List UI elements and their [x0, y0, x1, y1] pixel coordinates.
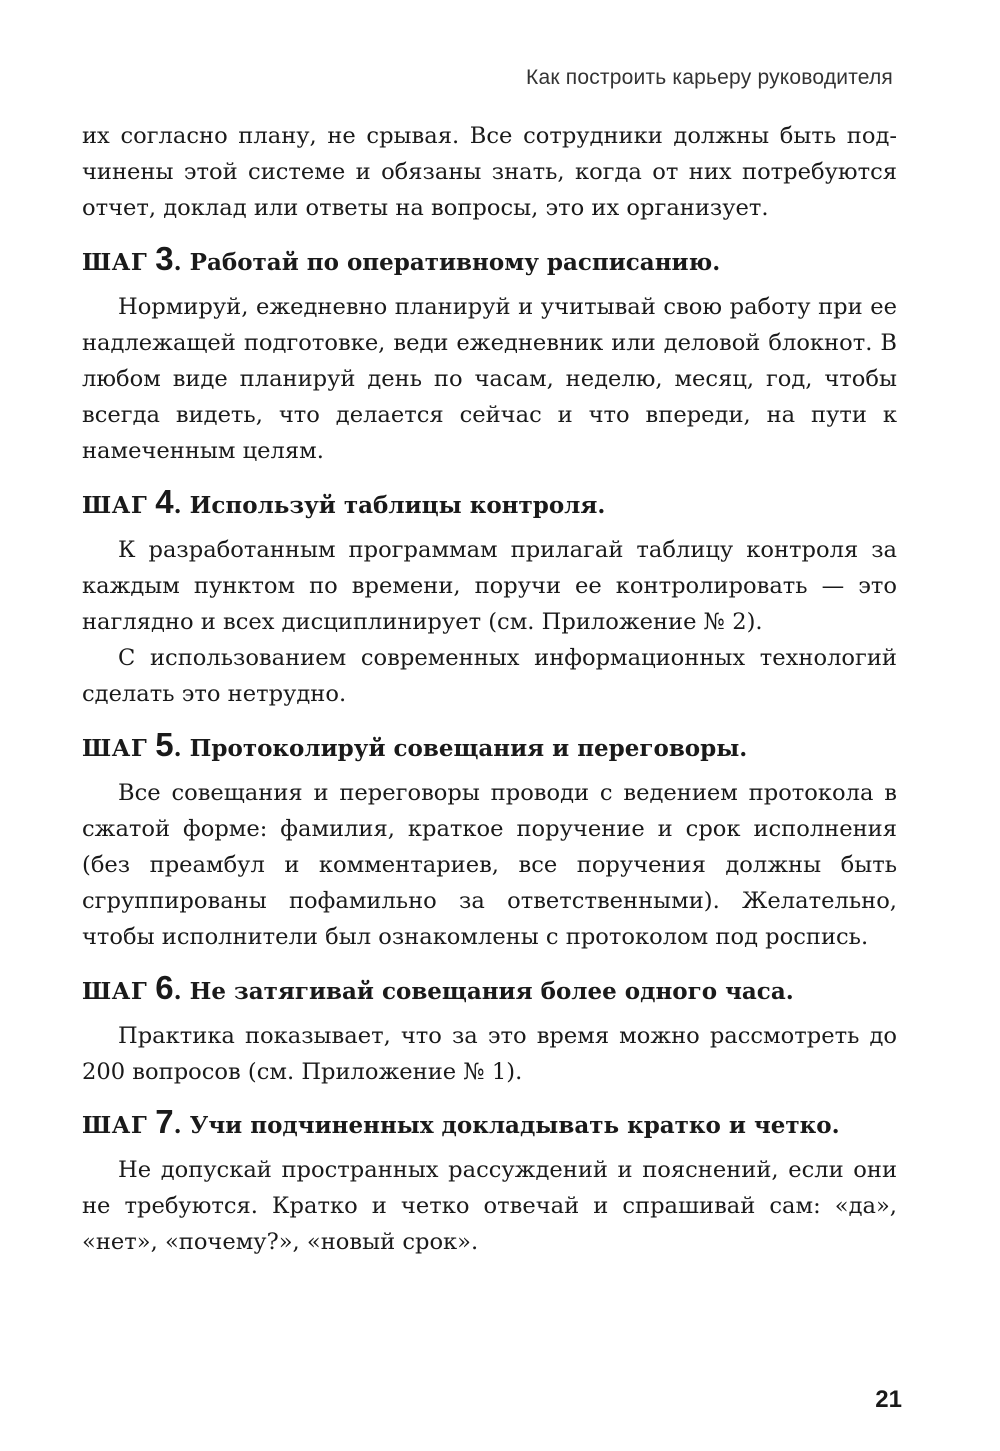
step-number: 4 — [155, 482, 174, 520]
step-4-paragraph-1: К разработанным программам прилагай таблицу контроля за каждым пунктом по времени, поручи ее контролировать — это наглядно и всех дисциплинирует (см. Приложение № 2). — [82, 536, 897, 636]
step-7-paragraph: Не допускай пространных рассуждений и пояснений, если они не требуются. Кратко и четко отвечай и спрашивай сам: «да», «нет», «почему?», «новый срок». — [82, 1157, 897, 1256]
step-word: ШАГ — [82, 734, 148, 762]
step-5-paragraph: Все совещания и переговоры проводи с ведением протокола в сжатой форме: фамилия, краткое поручение и срок исполнения (без преамбул и комментариев, все поручения должны быть сгруппированы пофамильно за ответственными). Желательно, чтобы исполнители был ознакомлены с протоколом под роспись. — [82, 779, 897, 951]
step-7-heading — [82, 1104, 897, 1144]
step-number: 3 — [155, 239, 174, 277]
page-number: 21 — [875, 1386, 902, 1413]
step-6-paragraph: Практика показывает, что за это время можно рассмотреть до 200 вопросов (см. Приложение № 1). — [82, 1022, 897, 1085]
step-3-heading — [82, 241, 897, 281]
step-4-paragraph-2: С использованием современных информационных технологий сделать это нетрудно. — [82, 645, 897, 708]
step-title: . Учи подчиненных докладывать кратко и четко. — [173, 1112, 840, 1140]
step-word: ШАГ — [82, 977, 148, 1005]
paragraph-intro: их согласно плану, не срывая. Все сотрудники должны быть подчинены этой системе и обязаны знать, когда от них потребуются отчет, доклад или ответы на вопросы, это их организует. — [82, 123, 897, 222]
step-word: ШАГ — [82, 491, 148, 519]
step-number: 6 — [155, 968, 174, 1006]
running-header: Как построить карьеру руководителя — [526, 66, 893, 89]
step-title: . Используй таблицы контроля. — [173, 491, 606, 519]
step-4-heading — [82, 484, 897, 524]
step-title: . Не затягивай совещания более одного часа. — [173, 977, 794, 1005]
step-number: 7 — [155, 1103, 174, 1141]
step-word: ШАГ — [82, 1112, 148, 1140]
step-title: . Работай по оперативному расписанию. — [173, 248, 721, 276]
step-3-paragraph: Нормируй, ежедневно планируй и учитывай свою работу при ее надлежащей подготовке, веди ежедневник или деловой блокнот. В любом виде планируй день по часам, неделю, месяц, год, чтобы всегда видеть, что делается сейчас и что впереди, на пути к намеченным целям. — [82, 293, 897, 465]
step-5-heading — [82, 727, 897, 767]
step-number: 5 — [155, 725, 174, 763]
step-word: ШАГ — [82, 248, 148, 276]
step-6-heading — [82, 970, 897, 1010]
step-title: . Протоколируй совещания и переговоры. — [173, 734, 748, 762]
page-body — [82, 118, 897, 1261]
